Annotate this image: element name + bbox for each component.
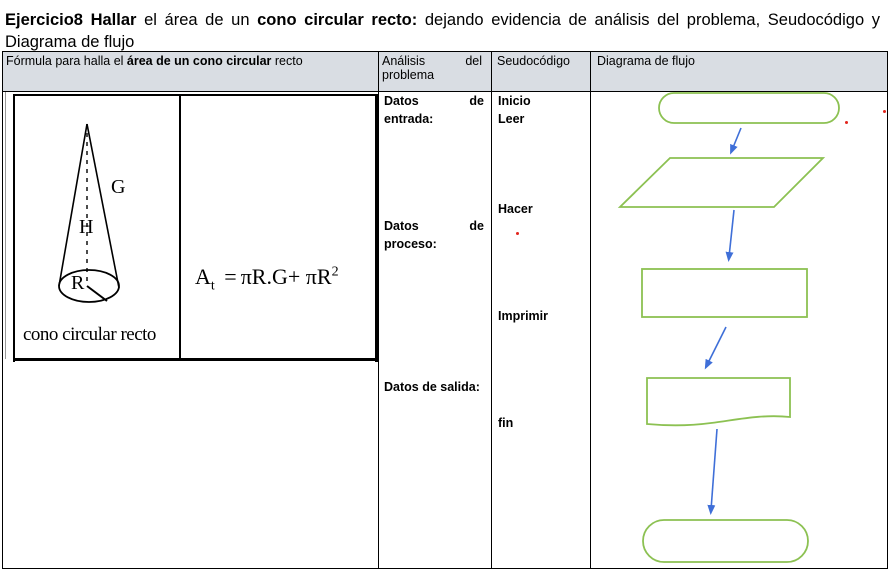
output-data-label: Datos de salida: bbox=[384, 380, 480, 394]
formula-eq: = bbox=[224, 264, 237, 289]
flow-output-document bbox=[647, 378, 790, 425]
flow-arrow-1 bbox=[732, 128, 741, 150]
title-text-1: el área de un bbox=[136, 11, 258, 29]
input-label-a: Datos bbox=[384, 94, 419, 108]
flowchart-cell bbox=[591, 92, 888, 569]
formula-a: A bbox=[195, 264, 211, 289]
cone-label-g: G bbox=[111, 176, 126, 198]
input-label-b: de bbox=[469, 94, 484, 108]
title-bold-2: cono circular recto: bbox=[257, 11, 418, 29]
analysis-header bbox=[379, 52, 492, 92]
flowchart-header: Diagrama de flujo bbox=[591, 52, 888, 92]
flow-arrow-2 bbox=[729, 210, 734, 257]
header-row bbox=[3, 52, 888, 92]
formula-header bbox=[3, 52, 379, 92]
pseudo-print: Imprimir bbox=[498, 309, 549, 323]
formula-cell bbox=[3, 92, 379, 569]
image-bottom-border bbox=[13, 358, 378, 361]
process-label-c: proceso: bbox=[384, 237, 437, 251]
analysis-header-c: problema bbox=[382, 68, 435, 82]
flow-process-rectangle bbox=[642, 269, 807, 317]
pseudocode-header: Seudocódigo bbox=[492, 52, 591, 92]
cone-label-r: R bbox=[71, 272, 85, 294]
flow-arrow-4 bbox=[711, 429, 717, 510]
title-text-2: dejando evidencia de análisis del problema, Seudocódigo y Diagrama de flujo bbox=[5, 11, 880, 51]
exercise-title bbox=[5, 9, 880, 53]
pseudo-start: Inicio bbox=[498, 94, 531, 108]
flow-input-parallelogram bbox=[620, 158, 823, 207]
formula-header-bold: área de un cono circular bbox=[126, 54, 272, 68]
flowchart bbox=[591, 92, 887, 568]
image-divider bbox=[179, 96, 181, 360]
formula-body: πR.G+ πR bbox=[240, 264, 332, 289]
cone-caption: cono circular recto bbox=[23, 324, 156, 345]
cell-inner-border bbox=[5, 92, 6, 359]
red-marker-2 bbox=[883, 110, 886, 113]
cone-label-h: H bbox=[79, 216, 94, 238]
process-data-label bbox=[384, 217, 484, 253]
content-row bbox=[3, 92, 888, 569]
pseudo-read: Leer bbox=[498, 112, 525, 126]
process-label-a: Datos bbox=[384, 219, 419, 233]
pseudo-end: fin bbox=[498, 416, 514, 430]
process-label-b: de bbox=[469, 219, 484, 233]
formula-exponent: 2 bbox=[331, 264, 339, 280]
red-marker-1 bbox=[845, 121, 848, 124]
analysis-header-b: del bbox=[465, 54, 482, 68]
red-marker-3 bbox=[516, 232, 519, 235]
area-formula bbox=[195, 264, 339, 294]
pseudo-do: Hacer bbox=[498, 202, 533, 216]
formula-sub-t: t bbox=[210, 278, 215, 294]
formula-header-suffix: recto bbox=[271, 54, 303, 68]
analysis-cell bbox=[379, 92, 492, 569]
flow-start-terminal bbox=[659, 93, 839, 123]
analysis-header-a: Análisis bbox=[382, 54, 426, 68]
exercise-table bbox=[2, 51, 888, 569]
exercise-verb: Hallar bbox=[90, 11, 137, 29]
formula-header-text: Fórmula para halla el bbox=[6, 54, 127, 68]
pseudocode-cell bbox=[492, 92, 591, 569]
input-label-c: entrada: bbox=[384, 112, 434, 126]
flow-arrow-3 bbox=[707, 327, 726, 365]
flow-end-terminal bbox=[643, 520, 808, 562]
input-data-label bbox=[384, 92, 484, 128]
cone-formula-image bbox=[13, 94, 378, 362]
cone-figure bbox=[15, 96, 179, 358]
exercise-number: Ejercicio8 bbox=[5, 11, 83, 29]
